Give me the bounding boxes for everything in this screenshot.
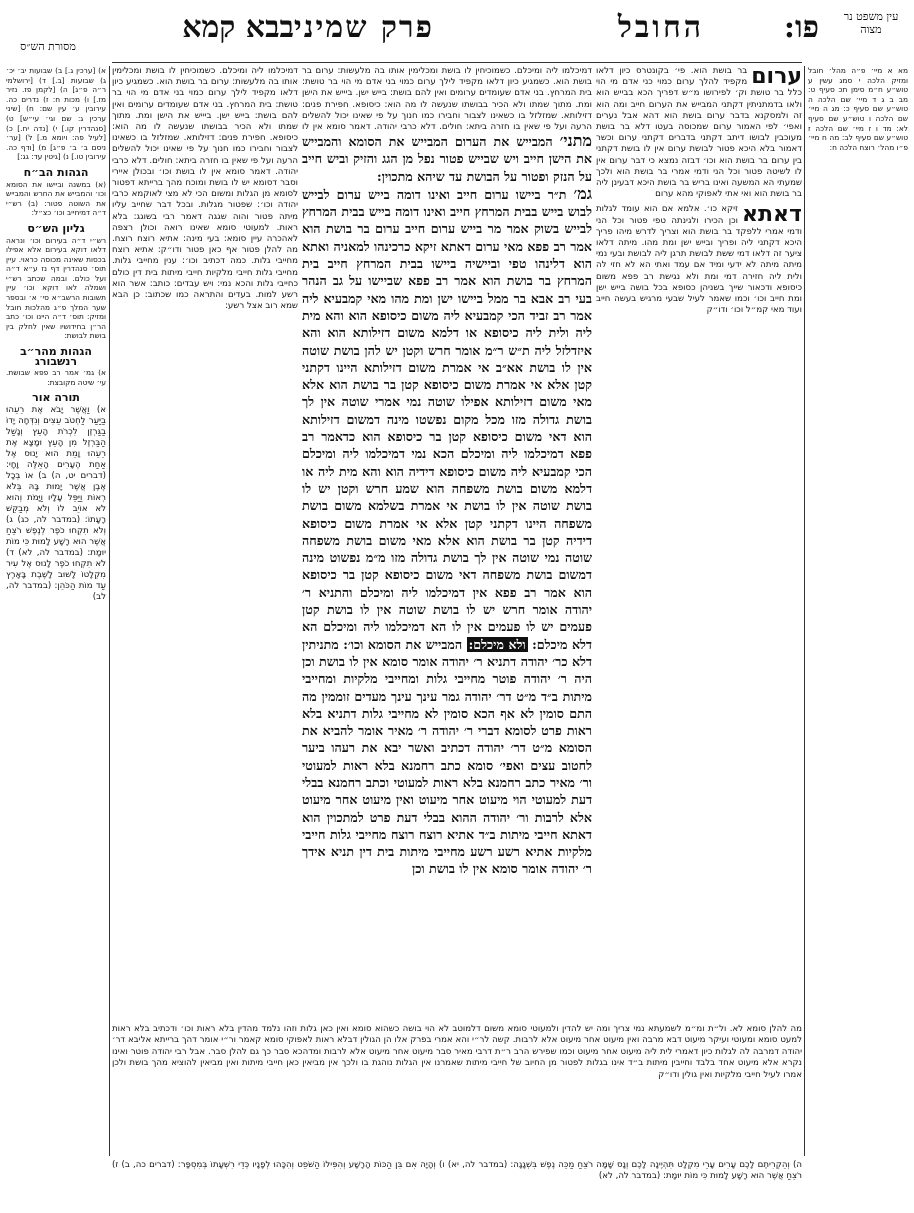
- hagahot-habach-text: (א) במשנה וביישו את הסומא וכו׳ והמבייש את החרש והמבייש את השוטה פטור: (ב) רש״י ד״ה דמיחייב וכו׳ כצ״ל:: [6, 179, 106, 218]
- rashi-text: בר בושת הוא. פי׳ בקונטרס כיון דלאו מקפיד להלך ערום כמוי כני אדם מי הוי כלל בר טושת וק׳ לפירושו מ״ש דפריך הכא בבייש הוא ולאו בדמתניתין דקתני המבייש את הערום חייב ומה הוא זה ולמסקנא בדבר ערום בושת הוא דהא אבל נערים ואפי׳ לפי האמור ערום שמכוסה בעטו דלא בר בושת מעוכבין לבושו דיתב דקתני בדברים דקתני ערום וכשר דאמור בלא היכא פטור לבושת ערום אין לו בושת דקתני בין ערום בר בושת הוא וכו׳ דבזה נמצא כי דבר ערום אין לו לשיטה פטור וכל הני ודמי אמרי בר בושת הוא ולכך שמעתי הא המשעה ואינו בריש בר בושת היכא דבעינן ליה בר בושת הוא ואי אתי לאפוקי מהא ערום: [596, 66, 802, 200]
- gemara-column: [302, 66, 592, 1021]
- column-divider: [804, 66, 805, 1156]
- rashi-bottom-text: מה להלן סומא לא. ול״ת ומ״מ לשמעתא נמי צריך ומה יש להדין ולמעוטי סומא משום דלמוטב לא הוי בושה כשהוא סומא ואין כאן גלות וזהו נלמד מהדין בלא ראות וכו׳ ודכתיב בלא ראות למעט סומא ומעוטי ועיקר מיעוט דבא מרבה ואין מיעוט אחר מיעוט אלא לרבות. קשה לר״י והא אמרי בפרק אלו הן הגולין דבלא ראות לאפוקי סומא קאמר ור״י אומר דהך ברייתא אליבא דר׳ יהודה דמרבה לה לגלות כיון דאמרי לית ליה מיעוט אחר מיעוט וכמו שפירש הרב ר״ת דרבי מאיר סבר מיעוט אחר מיעוט אלא לרבות ומדהכא סבר כך גם להלן סבר. אבל רבי יהודה פוטר ואינו נקרא אלא מיעוט אחד בלבד וחייבין מיתות ב״ד אינו בגלות לפטור מן החיוב של חייבי מיתות שאמרנו אין הגלות נוהגת בו ולכך אין מביאין כאן חייבי מיתות ואין מביאין להוציא מהך בושת ולכן אמרו לעיל חייבי מלקיות ואין גולין ודו״ק: [112, 1024, 802, 1080]
- mesechta-title: בבא קמא: [182, 10, 294, 45]
- mishna-text: המבייש את הערום המבייש את הסומא והמבייש את הישן חייב ויש שבייש פטור נפל מן הגג והזיק וביש חייב על הנזק ופטור על הבושת עד שיהא מתכוין:: [302, 134, 592, 184]
- gemara-block: [302, 185, 592, 878]
- hagahot-text: א) גמ׳ אמר רב פפא שבושת. עי׳ שיטה מקובצת:: [6, 368, 106, 387]
- perek-title: פרק שמיני: [293, 10, 434, 45]
- torah-or-title: תורה אור: [32, 391, 80, 405]
- rashi-lead-word: ערום: [751, 66, 802, 89]
- ein-mishpat-column: [808, 66, 908, 226]
- mesoret-label: מסורת הש״ס: [20, 40, 76, 53]
- header-rule: [112, 62, 802, 63]
- footer-verses-text: ה) וְהֵקְרִיתֶם לָכֶם עָרִים עָרֵי מִקְלָט תִּהְיֶינָה לָכֶם וְנָס שָׁמָּה רֹצֵחַ מַכֵּה נֶפֶשׁ בִּשְׁגָגָה: (במדבר לה, יא) ו) וְהָיָה אִם בִּן הַכּוֹת הָרָשָׁע וְהִפִּילוֹ הַשֹּׁפֵט וְהִכָּהוּ לְפָנָיו כְּדֵי רִשְׁעָתוֹ בְּמִסְפָּר: (דברים כה, ב) ז) רֹצֵחַ אֲשֶׁר הוּא רָשָׁע לָמוּת כִּי מוֹת יוּמָת: (במדבר לה, לא): [112, 1160, 802, 1181]
- ein-mishpat-label: עין משפט נר מצוה: [843, 10, 899, 36]
- tosafot-column: [112, 66, 298, 1016]
- hagahot-habach-title: הגהות הב״ח: [23, 165, 89, 179]
- mesoret-text: א) [ערכין ג.] ב) שבועות יב׳ יכ׳ ג) שבועות [ב.] ד) [ירושלמי ר״ה פ״ג] ה) [לקמן פז. נזיר מז.] ו) מכות ח: ז) נדרים כה. עירובין ע׳ עין שם: ח) [שיני ערכין ג: שם וגי׳ עי״ש] ט) [סנהדרין קו.] י) [נדה יח.] כ) [לעיל פה: ויומא מ.] ל) [ער׳ ניסם ב׳ ב׳ פ״ג] מ) [ודף כה. עירובין טו.] נ) [גיטין עד: גג:]: [6, 66, 106, 162]
- ein-mishpat-text: מא א מיי׳ פ״ה מהל׳ חובל ומזיק הלכה י סמג עשין ע טוש״ע ח״מ סימן תכ סעיף ט: מב ב ג ד מיי׳ שם הלכה ה טוש״ע שם סעיף כ: מג ה מיי׳ שם הלכה ו טוש״ע שם סעיף לא: מד ו ז מיי׳ שם הלכה ז טוש״ע שם סעיף לב: מה ח מיי׳ פ״ו מהל׳ רוצח הלכה ח:: [808, 66, 908, 152]
- gemara-text-continued: המבייש את הסומא וכו׳: מתניתין דלא כר׳ יהודה דתניא ר׳ יהודה אומר סומא אין לו בושת וכן היה ר׳ יהודה פוטר מחייבי גלות ומחייבי מלקיות ומחייבי מיתות ב״ד מ״ט דר׳ יהודה גמר עינך עינך מעדים זוממין מה התם סומין לא אף הכא סומין לא מחייבי גלות דתניא בלא ראות פרט לסומא דברי ר׳ יהודה ר׳ מאיר אומר להביא את הסומא מ״ט דר׳ יהודה דכתיב ואשר יבא את רעהו ביער לחטוב עצים ואפי׳ סומא כתב רחמנא בלא ראות למעוטי ור׳ מאיר כתב רחמנא בלא ראות למעוטי וכתב רחמנא בבלי דעת למעוטי הוי מיעוט אחר מיעוט ואין מיעוט אחר מיעוט אלא לרבות ור׳ יהודה ההוא בבלי דעת פרט למתכוין הוא דאתא חייבי מיתות ב״ד אתיא רוצח רוצח מחייבי גלות חייבי מלקיות אתיא רשע רשע מחייבי מיתות בית דין תניא אידך ר׳ יהודה אומר סומא אין לו בושת וכן: [302, 636, 592, 877]
- footer-verses: [112, 1160, 802, 1194]
- mishna-block: [302, 132, 592, 185]
- gemara-text: ת״ר ביישו ערום חייב ואינו דומה בייש ערום לבייש לבוש בייש בבית המרחץ חייב ואינו דומה בייש בבית המרחץ לבייש בשוק אמר מר בייש ערום חייב ערום בר בושת הוא אמר רב פפא מאי ערום דאתא זיקא כרכינהו למאניה ואתא הוא דלינהו טפי וביישיה ביישו בבית המרחץ חייב בית המרחץ בר בושת הוא אמר רב פפא שביישו על גב הנהר בעי רב אבא בר ממל ביישו ישן ומת מהו מאי קמבעיא ליה אמר רב זביד הכי קמבעיא ליה משום כיסופא הוא והא מית ליה ולית ליה כיסופא או דלמא משום דזילותא הוא והא איזדלזל ליה ת״ש ר״מ אומר חרש וקטן יש להן בושת שוטה אין לו בושת אא״ב אי אמרת משום דזילותא היינו דקתני קטן אלא אי אמרת משום כיסופא קטן בר בושת הוא אלא מאי משום דזילותא אפילו שוטה נמי אמרי שוטה אין לך בושת גדולה מזו מכל מקום נפשטו מינה דמשום דזילותא הוא דאי משום כיסופא קטן בר כיסופא הוא כדאמר רב פפא דמיכלמו ליה ומיכלם הכא נמי דמיכלמו ליה ומיכלם הכי קמבעיא ליה משום כיסופא דידיה הוא והא מית ליה או דלמא משום בושת משפחה הוא שמע חרש וקטן יש לו בושת שוטה אין לו בושת אי אמרת בשלמא משום בושת משפחה היינו דקתני קטן אלא אי אמרת משום כיסופא דידיה קטן בר בושת הוא אלא מאי משום בושת משפחה שוטה נמי שוטה אין לך בושת גדולה מזו מ״מ נפשוט מינה דמשום בושת משפחה דאי משום כיסופא קטן בר כיסופא הוא אמר רב פפא אין דמיכלמו ליה ומיכלם והתניא ר׳ יהודה אומר חרש יש לו בושת שוטה אין לו בושת קטן פעמים יש לו פעמים אין לו הא דמיכלמו ליה ומיכלם הא דלא מיכלם:: [302, 186, 592, 652]
- daf-number: פו:: [783, 10, 819, 45]
- gilyon-title: גליון הש״ס: [27, 221, 85, 235]
- rashi-column: [596, 66, 802, 1016]
- hagahot-title: הגהות מהר״ב רנשבורג: [20, 345, 92, 368]
- rashi-bottom-block: [112, 1024, 802, 1156]
- mishna-lead: מתני׳: [559, 131, 592, 150]
- rashi-lead-word-2: דאתא: [742, 202, 802, 228]
- torah-or-text: א) וַאֲשֶׁר יָבֹא אֶת רֵעֵהוּ בַיַּעַר לַחְטֹב עֵצִים וְנִדְּחָה יָדוֹ בַגַּרְזֶן לִכְרֹת הָעֵץ וְנָשַׁל הַבַּרְזֶל מִן הָעֵץ וּמָצָא אֶת רֵעֵהוּ וָמֵת הוּא יָנוּס אֶל אַחַת הֶעָרִים הָאֵלֶּה וָחָי: (דברים יט, ה) ב) אוֹ בְכָל אֶבֶן אֲשֶׁר יָמוּת בָּהּ בְּלֹא רְאוֹת וַיַּפֵּל עָלָיו וַיָּמֹת וְהוּא לֹא אוֹיֵב לוֹ וְלֹא מְבַקֵּשׁ רָעָתוֹ: (במדבר לה, כג) ג) וְלֹא תִקְחוּ כֹפֶר לְנֶפֶשׁ רֹצֵחַ אֲשֶׁר הוּא רָשָׁע לָמוּת כִּי מוֹת יוּמָת: (במדבר לה, לא) ד) לֹא תִקְחוּ כֹפֶר לָנוּס אֶל עִיר מִקְלָטוֹ לָשׁוּב לָשֶׁבֶת בָּאָרֶץ עַד מוֹת הַכֹּהֵן: (במדבר לה, לב): [6, 405, 106, 602]
- gemara-top-gloss: [302, 66, 592, 132]
- column-divider: [109, 66, 110, 1156]
- gemara-lead: גמ׳: [573, 183, 592, 203]
- gemara-highlighted-phrase: ולא מיכלם:: [468, 636, 526, 652]
- tosafot-top-fill: דמיכלמו ליה ומיכלם. כשמוכיחין לו בושת ומכלימין אותו בה מלעשות: ערום בר בושת הוא. כשמגיע כיון דלאו מקפיד לילך ערום כמוי בני אדם מי הוי בר טושת: בית המרחץ. בני אדם שעומדים ערומים ואין להם בושת: בייש ישן. ביייש את הישן ומת. מתוך שמתו ולא הכיר בבושתו שנעשה לו מה הוא: כיסופא. חפירת פנים: דזילותא. שמזלזל בו כשאינו לצבור וחבירו כמו חנוך על פי שאינו יכול להשלים הרעה ועל פי שאין בו חזרה ביתא: חולים. דלא כרבי יהודה. דאמר סומא אין לו: [302, 66, 592, 132]
- page-header: [0, 6, 914, 68]
- left-margin: [6, 66, 106, 1146]
- rashi-text-2: זיקא כו׳. אלמא אם הוא עומד לגלות וכן הכירו ולגינתה טפי פטור וכל הני ודמי אמרי ללפקד בר בושת הוא וצריך לדרש מיהו פריך היכא דקתני ליה ופריך ובייש ישן ומת מהו. מיתה דלאו ציער זה דלאו דמי ששת לבושת תרגן ליה לבושת ובעי נמי מיתה מיתה לא ידעי ומיד אם עמד ואתי הא לא חזי לה ולית ליה חזירה דמי ומת ולא נגישת רב פפא משום כיסופא ודכאור שייך בשניהן כסופא בכל בושה בייש ישן ומת חייב וכו׳ וכמו שאמר לעיל שבעי מרגיש בעשה חייב ועוד מאי קמ״ל וכו׳ ודו״ק: [596, 204, 802, 316]
- tosafot-text: דמיכלמו ליה ומיכלם. כשמוכיחין לו בושת ומכלימין אותו בה מלעשות: ערום בר בושת הוא. כשמגיע כיון דלאו מקפיד לילך ערום כמוי בני אדם מי הוי בר טושת: בית המרחץ. בני אדם שעומדים ערומים ואין להם בושת: בייש ישן. ביייש את הישן ומת. מתוך שמתו ולא הכיר בבושתו שנעשה לו מה הוא: כיסופא. חפירת פנים: דזילותא. שמזלזל בו כשאינו לצבור וחבירו כמו חנוך על פי שאינו יכול להשלים הרעה ועל פי שאין בו חזרה ביתא: חולים. דלא כרבי יהודה. דאמר סומא אין לו בושת וכו׳ ובכולן איירי וסבר דסומא יש לו בושת ומוכח מהך ברייתא דפטור לסומא מן הגלות ומשום הכי לא מצי לאוקמא כרבי יהודה וכו׳: שפטור מגלות. ובכל דבר שחייב עליו מיתה פטור והוה שגגה דאמר רבי בשוגג: בלא ראות. למעוטי סומא שאינו רואה וכולן רצפה לאהכרה עיין סומא: בעי מינה: אתיא רוצח רוצח. מה להלן פטור אף כאן פטור ודו״ק: אתיא רוצח מחייבי גלות. כמה דכתיב וכו׳: ענין מחייבי גלות. מחייבי גלות חייבי מלקיות חייבי מיתות בית דין כולם כחייבי גלות והכא נמי: ויש עבדים: כותב: אשר הוא רשע למות. בעדים והתראה כמו שכתוב: כן הבא שמא רוב אצל רשע:: [112, 66, 298, 312]
- gilyon-text: רש״י ד״ה בעירום וכו׳ ונראה דלאו דוקא בעירום אלא אפילו בכסות שאינה מכוסה כראוי. עיין תוס׳ סנהדרין דף נז ע״א ד״ה ועל כולם. ובמה שכתב רש״י ושמלה לאו דוקא וכו׳ עיין תשובות הרשב״א סי׳ א׳ ובספר שער המלך פ״ג מהלכות חובל ומזיק: תוס׳ ד״ה היינו וכו׳ כתב הר״ן בחידושיו שאין לחלק בין בושת לבושת:: [6, 235, 106, 341]
- chapter-name: החובל: [617, 10, 704, 45]
